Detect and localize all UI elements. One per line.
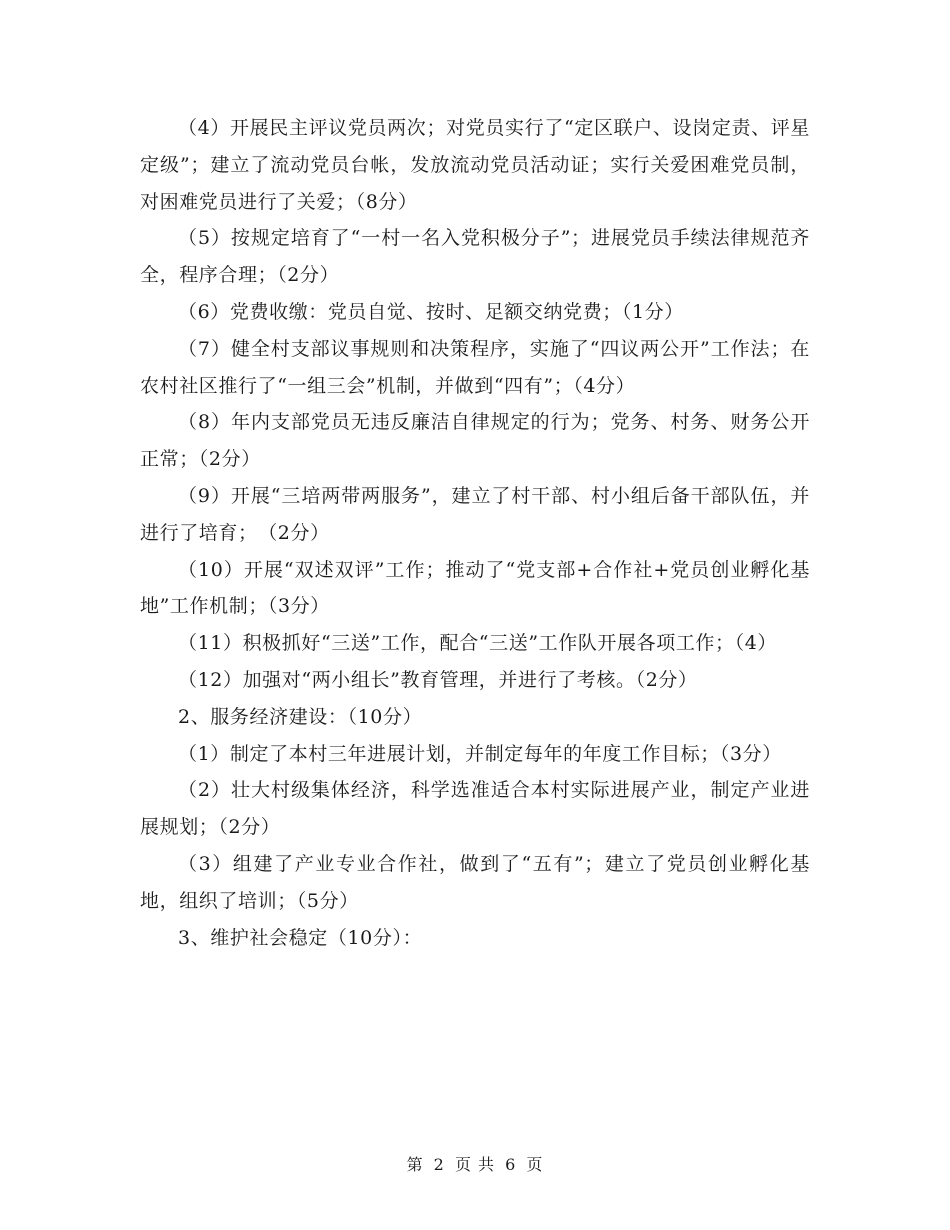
- paragraph-item-4: （4）开展民主评议党员两次；对党员实行了“定区联户、设岗定责、评星定级”；建立了流动党员台帐，发放流动党员活动证；实行关爱困难党员制，对困难党员进行了关爱；（8分）: [140, 117, 810, 213]
- paragraph-economy-2: （2）壮大村级集体经济，科学选准适合本村实际进展产业，制定产业进展规划；（2分）: [140, 779, 810, 839]
- footer-suffix: 页: [526, 1155, 544, 1174]
- paragraph-item-9: （9）开展“三培两带两服务”，建立了村干部、村小组后备干部队伍，并进行了培育； （2分）: [140, 484, 810, 544]
- footer-middle: 页 共: [454, 1155, 496, 1174]
- paragraph-economy-3: （3）组建了产业专业合作社，做到了“五有”；建立了党员创业孵化基地，组织了培训；（5分）: [140, 852, 810, 912]
- footer-prefix: 第: [406, 1155, 424, 1174]
- footer-current-page: 2: [433, 1155, 445, 1174]
- paragraph-item-6: （6）党费收缴：党员自觉、按时、足额交纳党费；（1分）: [178, 300, 684, 323]
- footer-total-pages: 6: [505, 1155, 517, 1174]
- document-body: [140, 110, 810, 956]
- section-heading-economy: 2、服务经济建设：（10分）: [178, 705, 423, 728]
- paragraph-item-12: （12）加强对“两小组长”教育管理，并进行了考核。（2分）: [178, 668, 698, 691]
- section-heading-stability: 3、维护社会稳定（10分）：: [178, 926, 423, 949]
- paragraph-item-10: （10）开展“双述双评”工作；推动了“党支部+合作社+党员创业孵化基地”工作机制；（3分）: [140, 558, 810, 618]
- paragraph-item-8: （8）年内支部党员无违反廉洁自律规定的行为；党务、村务、财务公开正常；（2分）: [140, 411, 810, 471]
- page-footer: [0, 1152, 950, 1175]
- paragraph-item-5: （5）按规定培育了“一村一名入党积极分子”；进展党员手续法律规范齐全，程序合理；（2分）: [140, 227, 810, 287]
- paragraph-economy-1: （1）制定了本村三年进展计划，并制定每年的年度工作目标；（3分）: [178, 742, 782, 765]
- paragraph-item-7: （7）健全村支部议事规则和决策程序，实施了“四议两公开”工作法；在农村社区推行了“一组三会”机制，并做到“四有”；（4分）: [140, 337, 810, 397]
- paragraph-item-11: （11）积极抓好“三送”工作，配合“三送”工作队开展各项工作；（4）: [178, 632, 778, 655]
